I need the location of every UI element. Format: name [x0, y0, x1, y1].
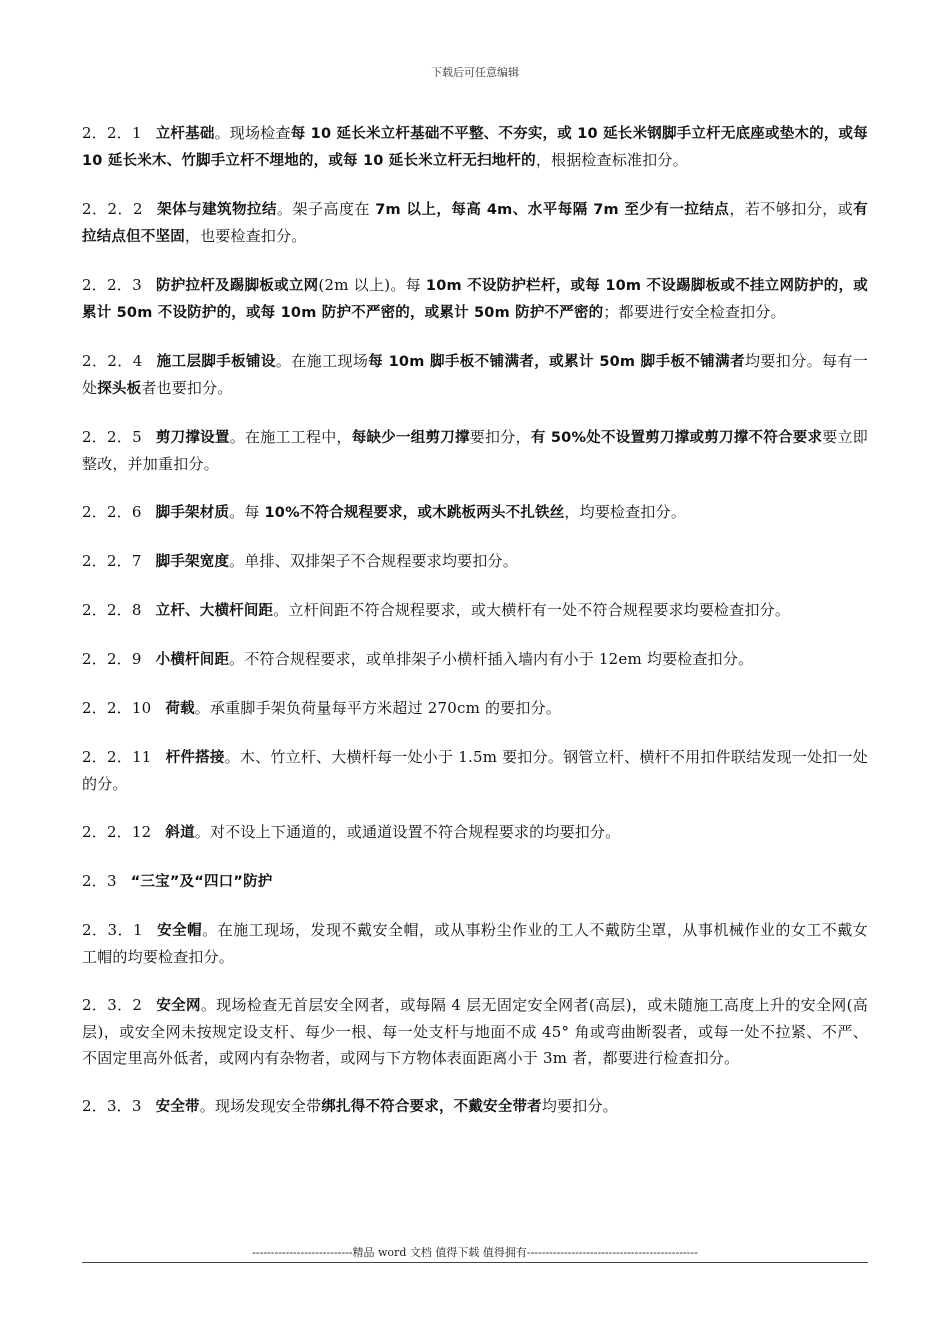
- text-run: 。架子高度在: [277, 200, 376, 218]
- bold-text-run: 脚手架材质: [155, 505, 230, 521]
- section-number: 2．2．4: [82, 352, 143, 370]
- text-run: 。承重脚手架负荷量每平方米超过 270cm 的要扣分。: [194, 699, 561, 717]
- paragraph: [82, 272, 868, 326]
- bold-text-run: 安全带: [155, 1099, 200, 1115]
- text-run: 均要扣分。每有一处: [82, 352, 868, 397]
- section-number: 2．3．3: [82, 1097, 142, 1115]
- section-number: 2．3．2: [82, 996, 143, 1014]
- text-run: 。在施工工程中，: [229, 428, 352, 446]
- section-number: 2．2．9: [82, 650, 142, 668]
- text-run: 。木、竹立杆、大横杆每一处小于 1.5m 要扣分。钢管立杆、横杆不用扣件联结发现一处扣一处的分。: [82, 748, 868, 793]
- footer-rule: [82, 1262, 868, 1263]
- bold-text-run: 绑扎得不符合要求，不戴安全带者: [321, 1099, 542, 1115]
- bold-text-run: 有 50%处不设置剪刀撑或剪刀撑不符合要求: [530, 430, 823, 446]
- text-run: 。不符合规程要求，或单排架子小横杆插入墙内有小于 12em 均要检查扣分。: [229, 650, 754, 668]
- bold-text-run: 安全帽: [156, 923, 203, 939]
- bold-text-run: 立杆、大横杆间距: [155, 603, 274, 619]
- text-run: 。在施工现场: [275, 352, 369, 370]
- bold-text-run: 斜道: [165, 825, 195, 841]
- text-run: ，也要检查扣分。: [184, 227, 307, 245]
- bold-text-run: 立杆基础: [155, 126, 215, 142]
- bold-text-run: 剪刀撑设置: [155, 430, 230, 446]
- section-number: 2．2．12: [82, 823, 152, 841]
- bold-text-run: 探头板: [97, 381, 142, 397]
- section-number: 2．2．5: [82, 428, 142, 446]
- bold-text-run: 防护拉杆及踢脚板或立网: [155, 278, 319, 294]
- paragraph: [82, 120, 868, 174]
- paragraph: [82, 744, 868, 797]
- bold-text-run: 7m 以上，每高 4m、水平每隔 7m 至少有一拉结点: [375, 202, 730, 218]
- section-number: 2．2．1: [82, 124, 142, 142]
- bold-text-run: 安全网: [156, 998, 201, 1014]
- section-number: 2．3．1: [82, 921, 143, 939]
- section-number: 2．2．10: [82, 699, 152, 717]
- bold-text-run: 小横杆间距: [155, 652, 230, 668]
- text-run: ；都要进行安全检查扣分。: [603, 303, 786, 321]
- text-run: 均要扣分。: [541, 1097, 618, 1115]
- bold-text-run: “三宝”及“四口”防护: [130, 874, 273, 890]
- text-run: 。在施工现场，发现不戴安全帽，或从事粉尘作业的工人不戴防尘罩，从事机械作业的女工不戴女工帽的均要检查扣分。: [82, 921, 868, 966]
- paragraph: [82, 348, 868, 402]
- paragraph: [82, 646, 868, 673]
- bold-text-run: 架体与建筑物拉结: [156, 202, 278, 218]
- bold-text-run: 10%不符合规程要求，或木跳板两头不扎铁丝: [264, 505, 565, 521]
- paragraph: [82, 819, 868, 846]
- text-run: 。每: [229, 503, 265, 521]
- bold-text-run: 有拉结点但不坚固: [82, 202, 868, 245]
- text-run: ，根据检查标准扣分。: [535, 151, 688, 169]
- bold-text-run: 10m 不设防护栏杆，或每 10m 不设踢脚板或不挂立网防护的，或累计 50m 不设防护的，或每 10m 防护不严密的，或累计 50m 防护不严密的: [82, 278, 868, 321]
- page-footer: ---------------------------精品 word 文档 值得下载 值得拥有----------------------------------------------: [252, 1246, 698, 1259]
- section-number: 2．2．8: [82, 601, 142, 619]
- text-run: 。现场检查: [214, 124, 291, 142]
- paragraph: [82, 548, 868, 575]
- text-run: ，若不够扣分，或: [729, 200, 854, 218]
- paragraph: [82, 597, 868, 624]
- bold-text-run: 施工层脚手板铺设: [156, 354, 276, 370]
- paragraph: [82, 868, 868, 895]
- bold-text-run: 每 10 延长米立杆基础不平整、不夯实，或 10 延长米钢脚手立杆无底座或垫木的，或每 10 延长米木、竹脚手立杆不埋地的，或每 10 延长米立杆无扫地杆的: [82, 126, 868, 169]
- paragraph: [82, 499, 868, 526]
- text-run: 者也要扣分。: [141, 379, 233, 397]
- text-run: ，均要检查扣分。: [564, 503, 687, 521]
- bold-text-run: 每 10m 脚手板不铺满者，或累计 50m 脚手板不铺满者: [368, 354, 745, 370]
- bold-text-run: 脚手架宽度: [155, 554, 230, 570]
- paragraph: [82, 196, 868, 250]
- paragraph: [82, 424, 868, 477]
- text-run: 。单排、双排架子不合规程要求均要扣分。: [229, 552, 518, 570]
- paragraph: [82, 992, 868, 1071]
- section-number: 2．2．7: [82, 552, 142, 570]
- text-run: 。现场检查无首层安全网者，或每隔 4 层无固定安全网者(高层)，或未随施工高度上升的安全网(高层)，或安全网未按规定设支杆、每少一根、每一处支杆与地面不成 45° 角或弯曲断裂者，或每一处不拉紧、不严、不固定里高外低者，或网内有杂物者，或网与下方物体表面距离小于 3m 者，都要进行检查扣分。: [82, 996, 868, 1067]
- text-run: 要扣分，: [469, 428, 531, 446]
- document-body: [82, 120, 868, 1142]
- bold-text-run: 杆件搭接: [165, 750, 225, 766]
- paragraph: [82, 917, 868, 970]
- text-run: 。现场发现安全带: [199, 1097, 322, 1115]
- bold-text-run: 每缺少一组剪刀撑: [351, 430, 470, 446]
- text-run: (2m 以上)。每: [318, 276, 426, 294]
- section-number: 2．2．2: [82, 200, 143, 218]
- paragraph: [82, 1093, 868, 1120]
- section-number: 2．2．3: [82, 276, 142, 294]
- text-run: 。立杆间距不符合规程要求，或大横杆有一处不符合规程要求均要检查扣分。: [273, 601, 791, 619]
- section-number: 2．3: [82, 872, 117, 890]
- text-run: 。对不设上下通道的，或通道设置不符合规程要求的均要扣分。: [194, 823, 621, 841]
- section-number: 2．2．6: [82, 503, 142, 521]
- paragraph: [82, 695, 868, 722]
- section-number: 2．2．11: [82, 748, 152, 766]
- page-header: 下载后可任意编辑: [431, 66, 519, 79]
- bold-text-run: 荷载: [165, 701, 195, 717]
- text-run: 要立即整改，并加重扣分。: [82, 428, 869, 473]
